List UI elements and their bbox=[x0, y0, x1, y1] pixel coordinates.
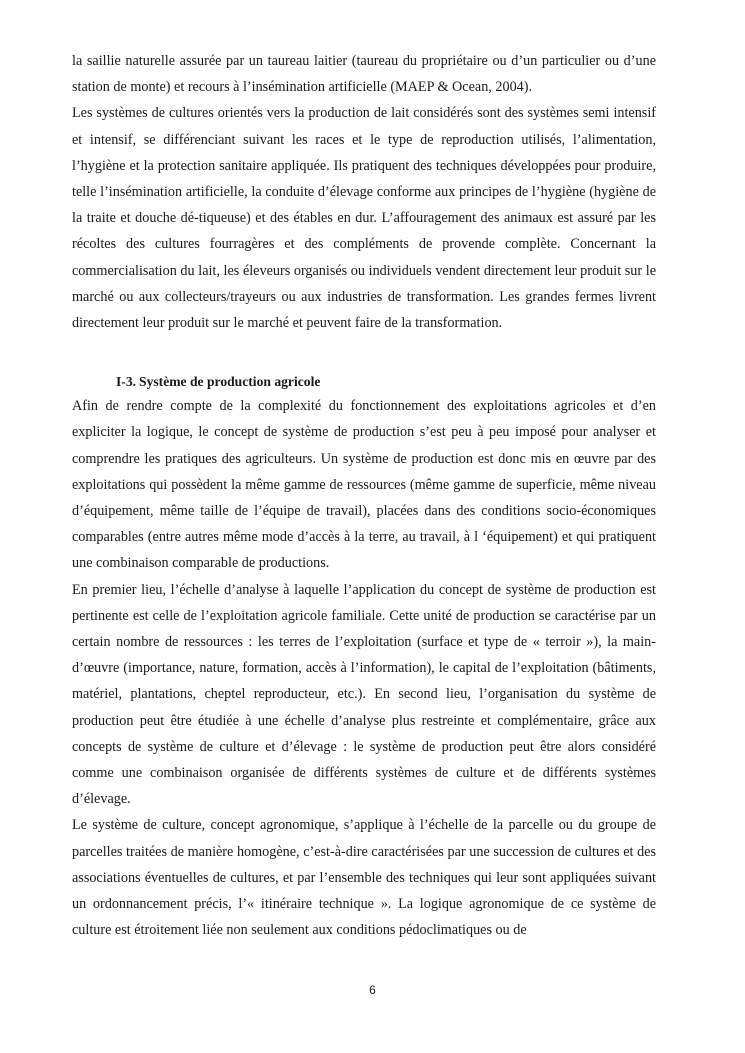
paragraph-insemination: la saillie naturelle assurée par un taureau laitier (taureau du propriétaire ou d’un particulier ou d’une station de monte) et recours à l’insémination artificielle (MAEP & Ocean, 2004). bbox=[72, 53, 656, 96]
section-number: I-3. bbox=[116, 374, 137, 390]
section-title: Système de production agricole bbox=[139, 374, 321, 390]
paragraph-analysis-scale: En premier lieu, l’échelle d’analyse à laquelle l’application du concept de système de production est pertinente est celle de l’exploitation agricole familiale. Cette unité de production se caractérise par un certain nombre de ressources : les terres de l’exploitation (surface et type de « terroir »), la main-d’œuvre (importance, nature, formation, accès à l’information), le capital de l’exploitation (bâtiments, matériel, plantations, cheptel reproducteur, etc.). En second lieu, l’organisation du système de production peut être étudiée à une échelle d’analyse plus restreinte et complémentaire, grâce aux concepts de système de culture et d’élevage : le système de production peut être alors considéré comme une combinaison organisée de différents systèmes de culture et de différents systèmes d’élevage. bbox=[72, 581, 656, 808]
page-number: 6 bbox=[369, 983, 376, 997]
section-spacer bbox=[72, 336, 656, 373]
paragraph-cropping-system: Le système de culture, concept agronomique, s’applique à l’échelle de la parcelle ou du groupe de parcelles traitées de manière homogène, c’est-à-dire caractérisées par une succession de cultures et des associations éventuelles de cultures, et par l’ensemble des techniques qui leur sont appliquées suivant un ordonnancement précis, l’« itinéraire technique ». La logique agronomique de ce système de culture est étroitement liée non seulement aux conditions pédoclimatiques ou de bbox=[72, 817, 656, 939]
document-page bbox=[72, 48, 656, 944]
paragraph-production-system-concept: Afin de rendre compte de la complexité du fonctionnement des exploitations agricoles et d’en expliciter la logique, le concept de système de production s’est peu à peu imposé pour analyser et comprendre les pratiques des agriculteurs. Un système de production est donc mis en œuvre par des exploitations qui possèdent la même gamme de ressources (même gamme de superficie, même niveau d’équipement, même taille de l’équipe de travail), placées dans des conditions socio-économiques comparables (entre autres même mode d’accès à la terre, au travail, à l ‘équipement) et qui pratiquent une combinaison comparable de productions. bbox=[72, 398, 656, 572]
paragraph-milk-systems: Les systèmes de cultures orientés vers la production de lait considérés sont des systèmes semi intensif et intensif, se différenciant suivant les races et le type de reproduction utilisés, l’alimentation, l’hygiène et la protection sanitaire appliquée. Ils pratiquent des techniques développées pour produire, telle l’insémination artificielle, la conduite d’élevage conforme aux principes de l’hygiène (hygiène de la traite et douche dé-tiqueuse) et des étables en dur. L’affouragement des animaux est assuré par les récoltes des cultures fourragères et des compléments de provende complète. Concernant la commercialisation du lait, les éleveurs organisés ou individuels vendent directement leur produit sur le marché ou aux collecteurs/trayeurs ou aux industries de transformation. Les grandes fermes livrent directement leur produit sur le marché et peuvent faire de la transformation. bbox=[72, 105, 656, 332]
section-heading bbox=[116, 373, 656, 391]
